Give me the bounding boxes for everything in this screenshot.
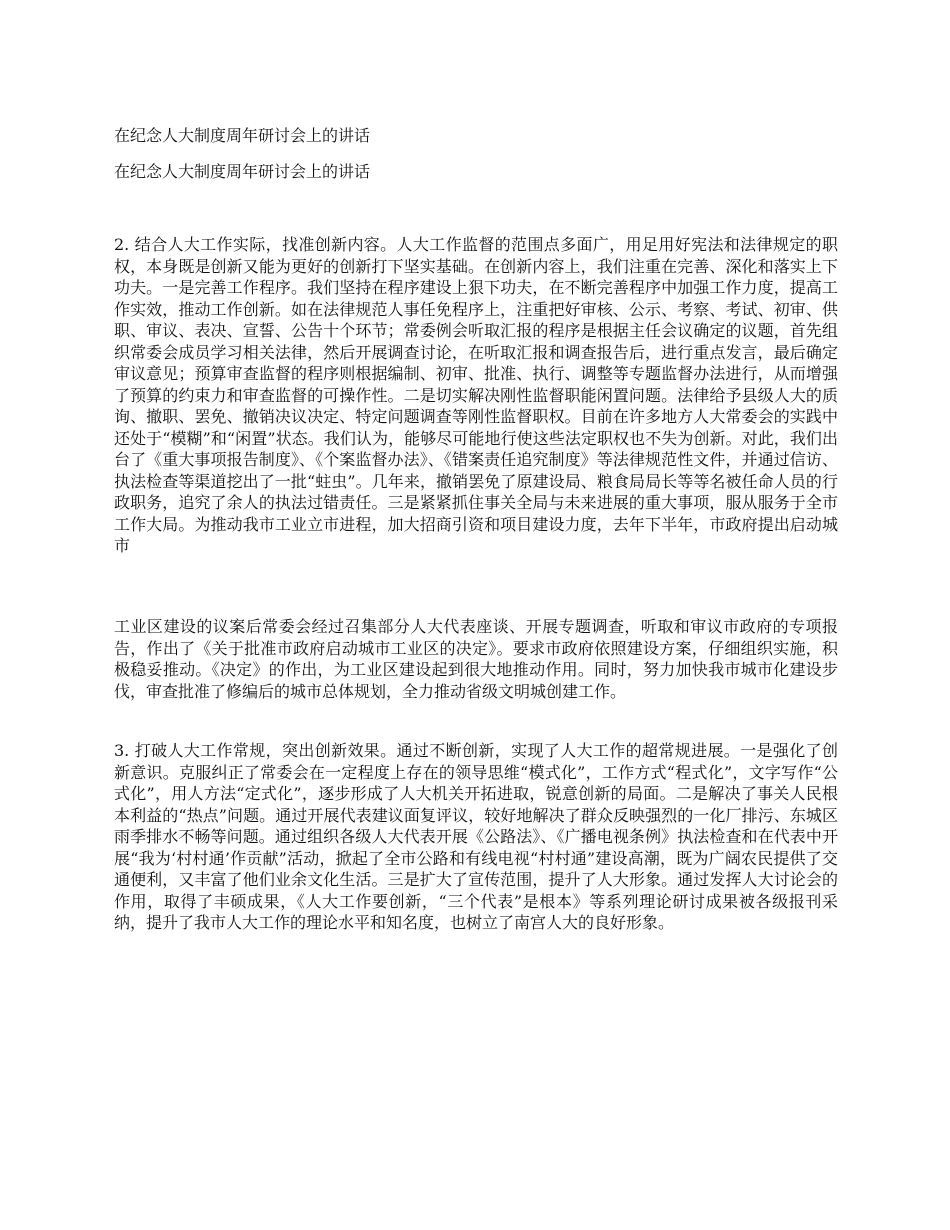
paragraph-3-innovation-effect: 3. 打破人大工作常规，突出创新效果。通过不断创新，实现了人大工作的超常规进展。一是强化了创新意识。克服纠正了常委会在一定程度上存在的领导思维“模式化”，工作方式“程式化”，文字写作“公式化”，用人方法“定式化”，逐步形成了人大机关开拓进取，锐意创新的局面。二是解决了事关人民根本利益的“热点”问题。通过开展代表建议面复评议，较好地解决了群众反映强烈的一化厂排污、东城区雨季排水不畅等问题。通过组织各级人大代表开展《公路法》、《广播电视条例》执法检查和在代表中开展“我为‘村村通’作贡献”活动，掀起了全市公路和有线电视“村村通”建设高潮，既为广阔农民提供了交通便利，又丰富了他们业余文化生活。三是扩大了宣传范围，提升了人大形象。通过发挥人大讨论会的作用，取得了丰硕成果，《人大工作要创新，“三个代表”是根本》等系列理论研讨成果被各级报刊采纳，提升了我市人大工作的理论水平和知名度，也树立了南宫人大的良好形象。: [114, 741, 838, 932]
document-title: 在纪念人大制度周年研讨会上的讲话: [114, 126, 371, 145]
paragraph-industrial-zone: 工业区建设的议案后常委会经过召集部分人大代表座谈、开展专题调查，听取和审议市政府的专项报告，作出了《关于批准市政府启动城市工业区的决定》。要求市政府依照建设方案，仔细组织实施，积极稳妥推动。《决定》的作出，为工业区建设起到很大地推动作用。同时，努力加快我市城市化建设步伐，审查批准了修编后的城市总体规划，全力推动省级文明城创建工作。: [114, 617, 838, 701]
paragraph-2-innovation-content: 2. 结合人大工作实际，找准创新内容。人大工作监督的范围点多面广，用足用好宪法和法律规定的职权，本身既是创新又能为更好的创新打下坚实基础。在创新内容上，我们注重在完善、深化和落实上下功夫。一是完善工作程序。我们坚持在程序建设上狠下功夫，在不断完善程序中加强工作力度，提高工作实效，推动工作创新。如在法律规范人事任免程序上，注重把好审核、公示、考察、考试、初审、供职、审议、表决、宣誓、公告十个环节；常委例会听取汇报的程序是根据主任会议确定的议题，首先组织常委会成员学习相关法律，然后开展调查讨论，在听取汇报和调查报告后，进行重点发言，最后确定审议意见；预算审查监督的程序则根据编制、初审、批准、执行、调整等专题监督办法进行，从而增强了预算的约束力和审查监督的可操作性。二是切实解决刚性监督职能闲置问题。法律给予县级人大的质询、撤职、罢免、撤销决议决定、特定问题调查等刚性监督职权。目前在许多地方人大常委会的实践中还处于“模糊”和“闲置”状态。我们认为，能够尽可能地行使这些法定职权也不失为创新。对此，我们出台了《重大事项报告制度》、《个案监督办法》、《错案责任追究制度》等法律规范性文件，并通过信访、执法检查等渠道挖出了一批“蛀虫”。几年来，撤销罢免了原建设局、粮食局局长等等名被任命人员的行政职务，追究了余人的执法过错责任。三是紧紧抓住事关全局与未来进展的重大事项，服从服务于全市工作大局。为推动我市工业立市进程，加大招商引资和项目建设力度，去年下半年，市政府提出启动城市: [114, 235, 838, 555]
document-subtitle: 在纪念人大制度周年研讨会上的讲话: [114, 162, 371, 181]
